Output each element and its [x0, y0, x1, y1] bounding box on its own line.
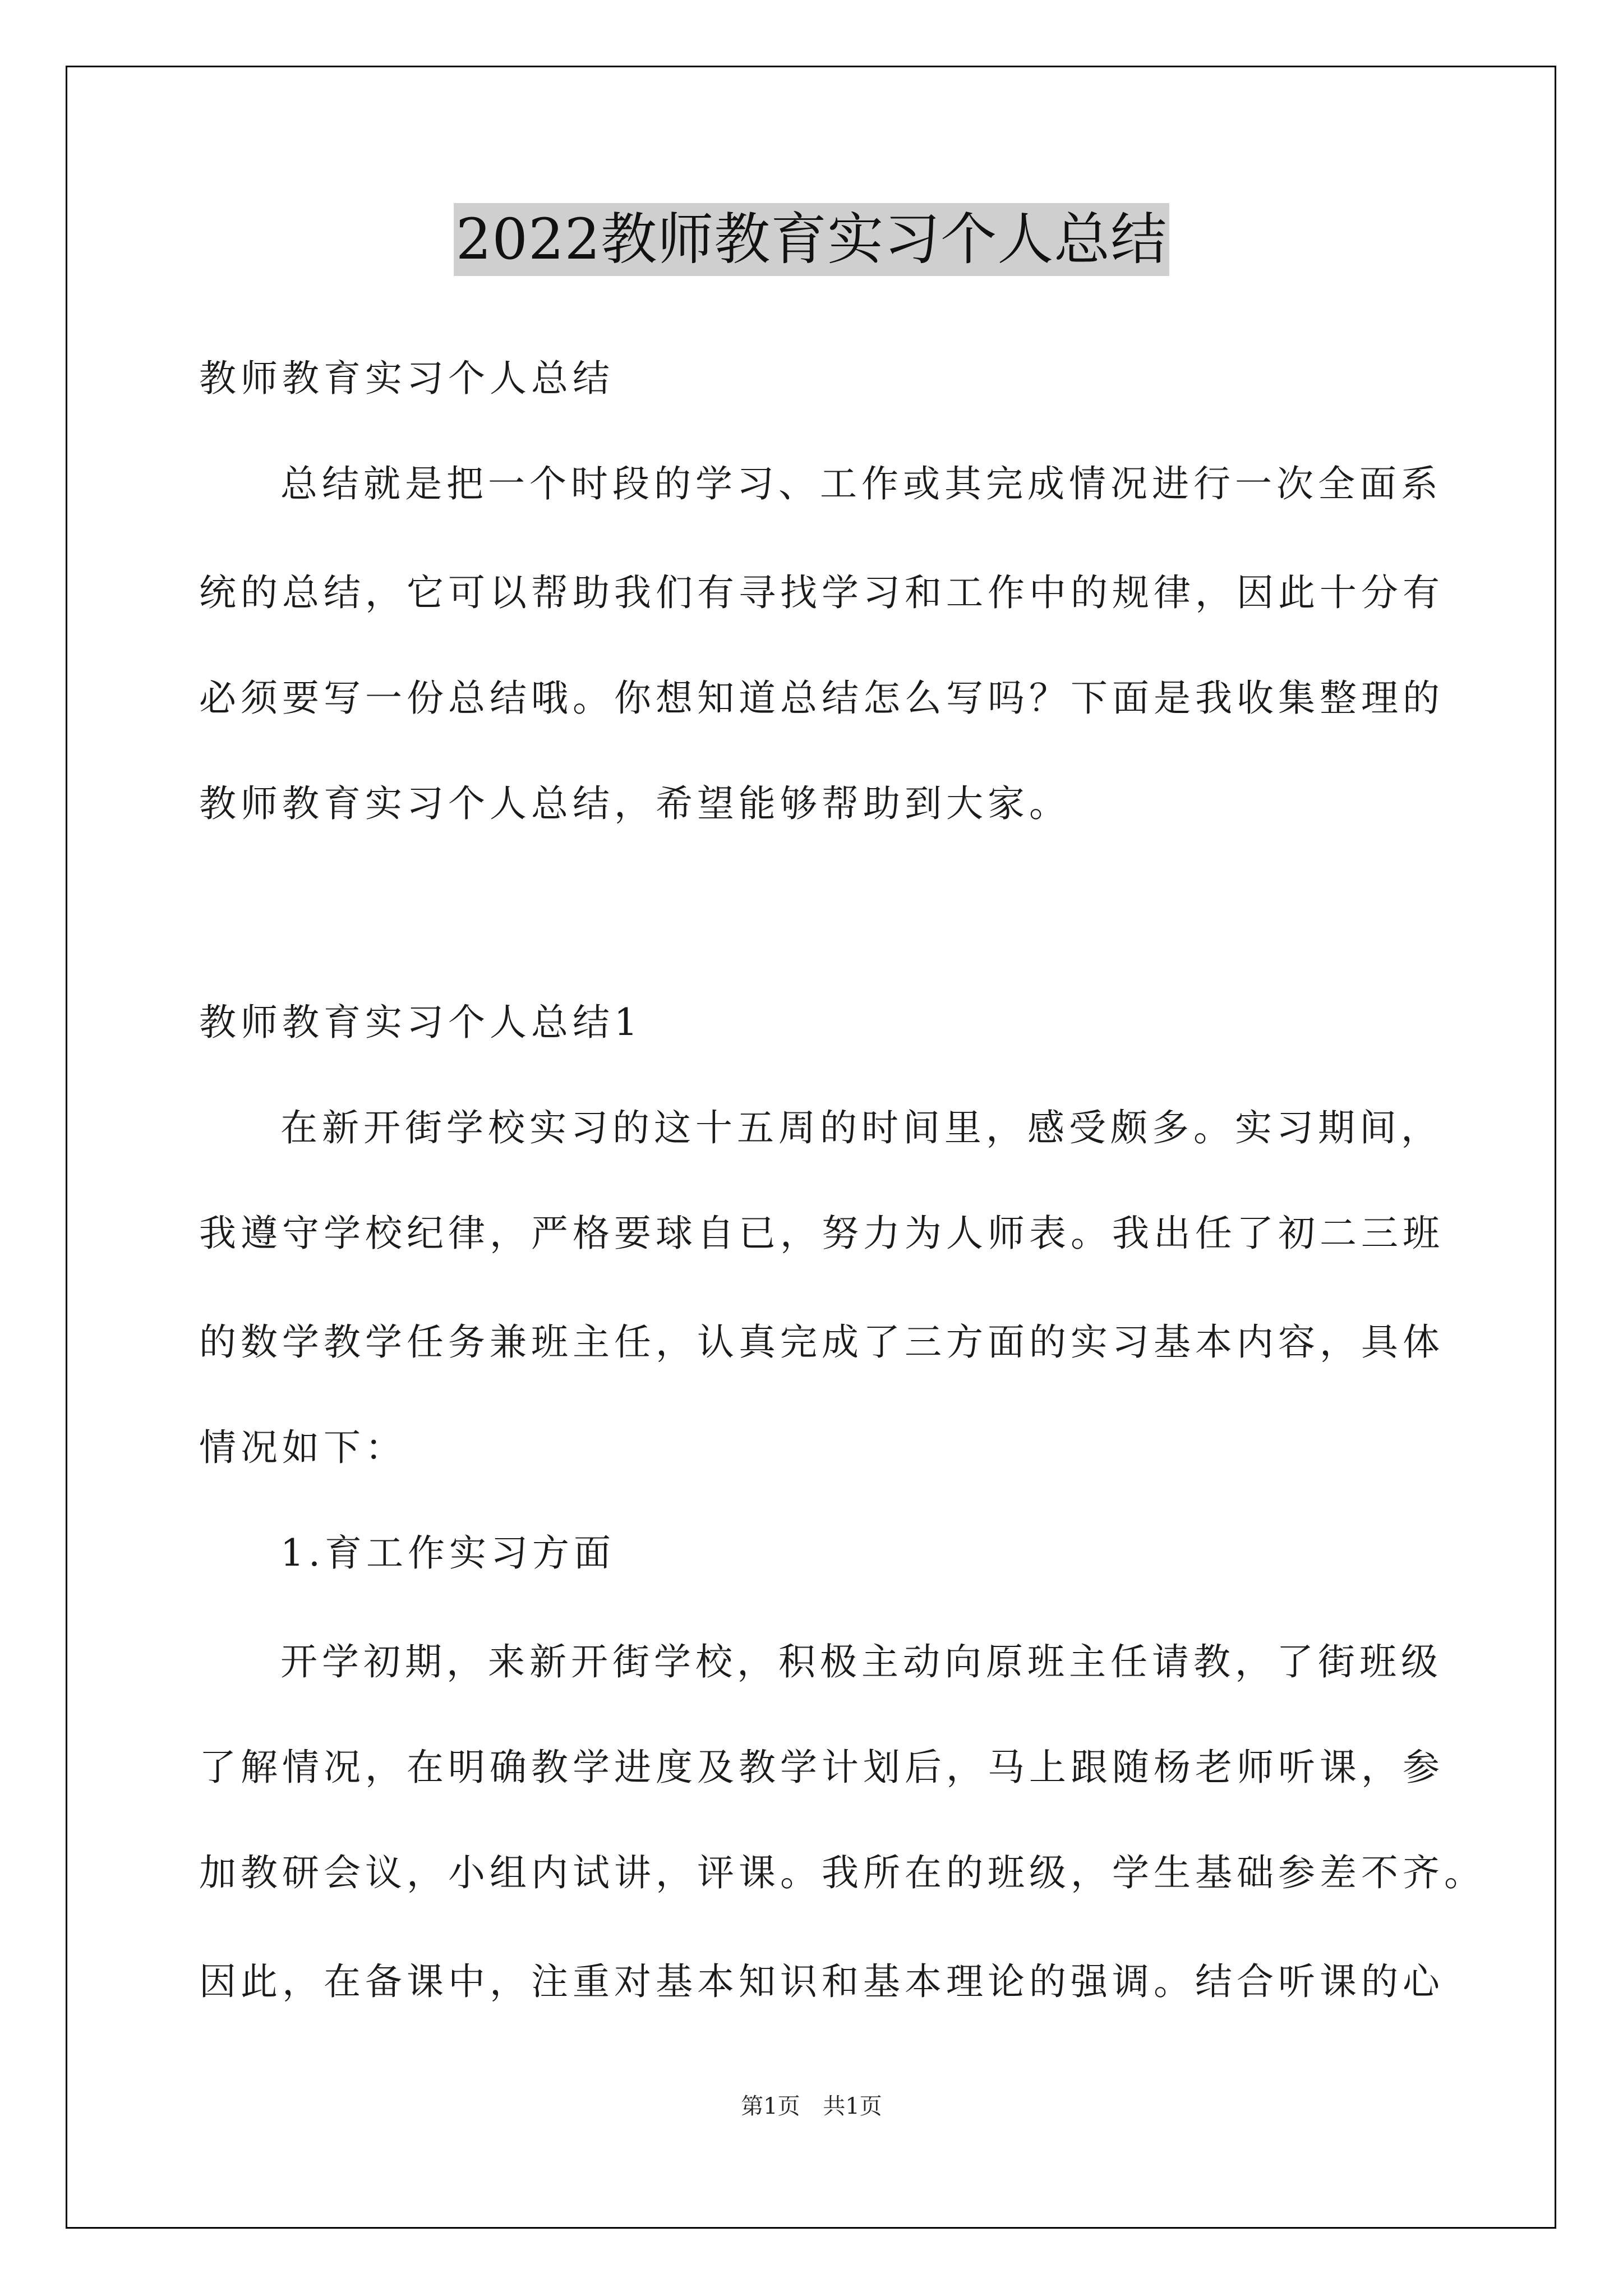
section1b-line-3: 加教研会议，小组内试讲，评课。我所在的班级，学生基础参差不齐。: [199, 1851, 1486, 1894]
page-footer: [0, 2090, 1623, 2123]
section1-line-3: 的数学教学任务兼班主任，认真完成了三方面的实习基本内容，具体: [199, 1320, 1444, 1364]
document-title: 2022教师教育实习个人总结: [454, 203, 1170, 276]
intro-line-1: 总结就是把一个时段的学习、工作或其完成情况进行一次全面系: [280, 462, 1442, 505]
section1-heading: 教师教育实习个人总结1: [199, 1001, 642, 1044]
page-total: 共1页: [823, 2093, 882, 2119]
intro-line-2: 统的总结，它可以帮助我们有寻找学习和工作中的规律，因此十分有: [199, 571, 1444, 614]
intro-heading: 教师教育实习个人总结: [199, 357, 614, 400]
section1b-line-1: 开学初期，来新开街学校，积极主动向原班主任请教，了街班级: [280, 1640, 1442, 1683]
intro-line-3: 必须要写一份总结哦。你想知道总结怎么写吗？下面是我收集整理的: [199, 677, 1444, 720]
section1-line-1: 在新开街学校实习的这十五周的时间里，感受颇多。实习期间，: [280, 1106, 1442, 1149]
intro-line-4: 教师教育实习个人总结，希望能够帮助到大家。: [199, 782, 1071, 825]
title-container: [0, 203, 1623, 276]
section1-line-2: 我遵守学校纪律，严格要球自已，努力为人师表。我出任了初二三班: [199, 1212, 1444, 1255]
section1-line-4: 情况如下：: [199, 1426, 407, 1469]
section1b-line-2: 了解情况，在明确教学进度及教学计划后，马上跟随杨老师听课，参: [199, 1746, 1444, 1789]
section1b-line-4: 因此，在备课中，注重对基本知识和基本理论的强调。结合听课的心: [199, 1960, 1444, 2003]
page-number: 第1页: [741, 2093, 800, 2119]
subheading: 1.育工作实习方面: [280, 1531, 615, 1575]
